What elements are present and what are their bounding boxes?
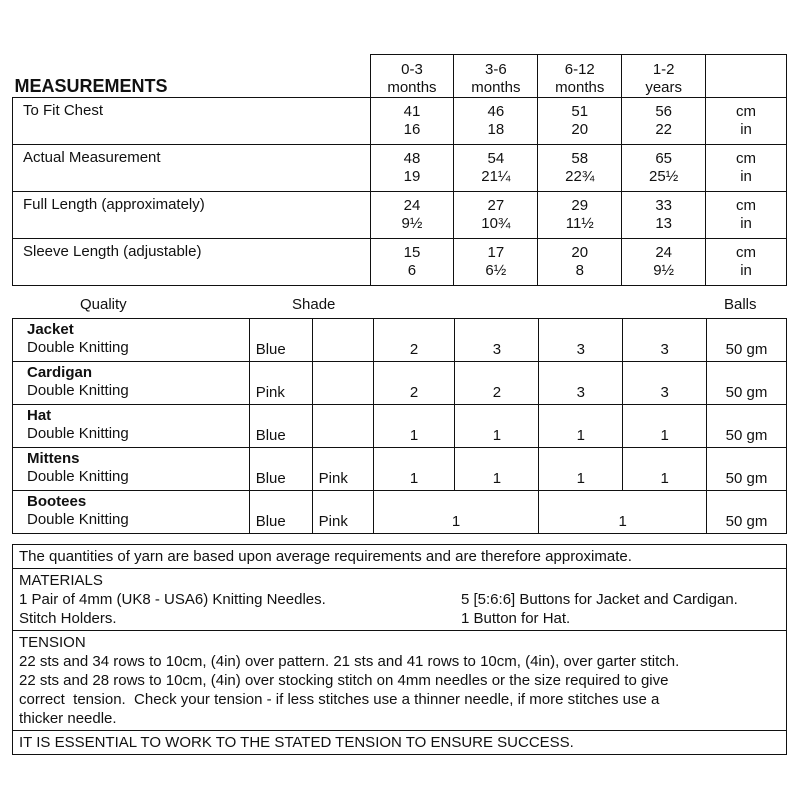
table-row: Full Length (approximately) 24 9½ 27 10¾ 29 11½ 33 13 cm in [13,191,787,238]
unit-cell: cm in [706,191,787,238]
size-header: 0-3 months [370,55,454,98]
table-row: To Fit Chest 41 16 46 18 51 20 56 22 cm in [13,97,787,144]
materials-title: MATERIALS [19,572,103,589]
materials-section: MATERIALS 1 Pair of 4mm (UK8 - USA6) Knitting Needles. 5 [5:6:6] Buttons for Jacket and Cardigan. Stitch Holders. 1 Button for Hat. [13,569,786,631]
unit-header [706,55,787,98]
yarn-quality-table [12,318,787,534]
yarn-note: The quantities of yarn are based upon average requirements and are therefore approximate. [13,545,786,569]
shade-heading: Shade [292,296,336,313]
size-header: 3-6 months [454,55,538,98]
tension-section: TENSION 22 sts and 34 rows to 10cm, (4in) over pattern. 21 sts and 41 rows to 10cm, (4in), over garter stitch. 22 sts and 28 rows to 10cm, (4in) over stocking stitch on 4mm needles or the size required to give correct tension. Check your tension - if less stitches use a thinner needle, if more stitches use a thicker needle. [13,631,786,731]
quality-heading: Quality [80,296,127,313]
unit-cell: cm in [706,97,787,144]
essential-notice: IT IS ESSENTIAL TO WORK TO THE STATED TENSION TO ENSURE SUCCESS. [19,734,574,751]
row-label: To Fit Chest [13,97,371,144]
row-label: Actual Measurement [13,144,371,191]
quality-header [12,296,787,316]
tension-title: TENSION [19,634,86,651]
table-row: Sleeve Length (adjustable) 15 6 17 6½ 20 8 24 9½ cm in [13,238,787,285]
row-label: Sleeve Length (adjustable) [13,238,371,285]
unit-cell: cm in [706,238,787,285]
size-header: 6-12 months [538,55,622,98]
item-name: Mittens [27,450,80,467]
measurements-table [12,54,787,286]
item-name: Jacket [27,321,74,338]
size-header: 1-2 years [622,55,706,98]
table-row: Bootees Double Knitting Blue Pink 1 1 50 gm [13,491,787,534]
table-row: Jacket Double Knitting Blue 2 3 3 3 50 gm [13,319,787,362]
table-row: Mittens Double Knitting Blue Pink 1 1 1 1 50 gm [13,448,787,491]
materials-info-box [12,544,787,755]
table-row: Hat Double Knitting Blue 1 1 1 1 50 gm [13,405,787,448]
table-row: Cardigan Double Knitting Pink 2 2 3 3 50 gm [13,362,787,405]
unit-cell: cm in [706,144,787,191]
row-label: Full Length (approximately) [13,191,371,238]
item-name: Bootees [27,493,87,510]
measurements-title: MEASUREMENTS [13,55,371,98]
item-name: Cardigan [27,364,93,381]
balls-heading: Balls [724,296,757,313]
item-name: Hat [27,407,52,424]
table-row: Actual Measurement 48 19 54 21¼ 58 22¾ 65 25½ cm in [13,144,787,191]
